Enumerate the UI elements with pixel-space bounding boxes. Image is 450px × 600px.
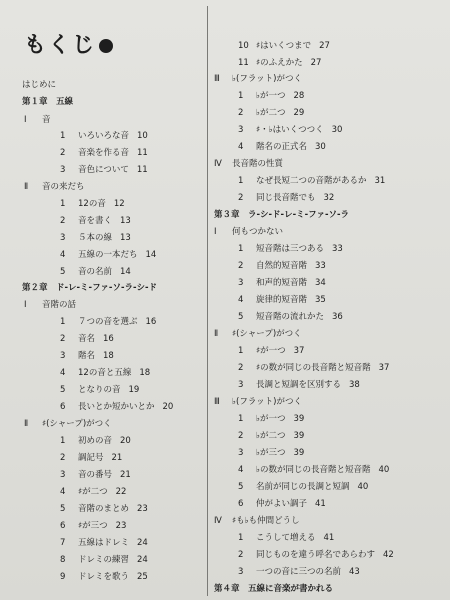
toc-sec	[214, 328, 302, 340]
entry-title: 自然的短音階	[256, 261, 308, 271]
toc-item[interactable]	[238, 40, 330, 52]
entry-title: 音階のまとめ	[78, 504, 130, 514]
entry-title: ♯の数が同じの長音階と短音階	[256, 363, 371, 373]
toc-item[interactable]	[238, 549, 394, 561]
toc-item[interactable]	[60, 452, 122, 464]
toc-item[interactable]	[60, 554, 148, 566]
entry-title: 長調と短調を区別する	[256, 380, 342, 390]
entry-title: 長いとか短かいとか	[78, 402, 155, 412]
page-number: 13	[120, 216, 131, 226]
toc-item[interactable]	[60, 130, 148, 142]
entry-title: 五線の一本だち	[78, 250, 138, 260]
toc-item[interactable]	[238, 379, 360, 391]
item-number: 3	[60, 351, 66, 361]
item-number: 2	[238, 193, 244, 203]
entry-title: 名前が同じの長調と短調	[256, 482, 350, 492]
page-number: 31	[374, 176, 386, 186]
toc-chap	[22, 282, 157, 294]
toc-item[interactable]	[60, 469, 131, 481]
page-number: 18	[139, 368, 151, 378]
entry-title: 旋律的短音階	[256, 295, 308, 305]
entry-title: 初めの音	[78, 436, 113, 446]
page-number: 27	[310, 58, 322, 68]
entry-title: 何もつかない	[232, 227, 284, 237]
toc-sec	[214, 226, 283, 238]
item-number: 5	[60, 385, 66, 395]
toc-item[interactable]	[238, 481, 368, 493]
item-number: 1	[60, 436, 66, 446]
toc-item[interactable]	[238, 192, 334, 204]
entry-title: はじめに	[22, 80, 57, 90]
toc-item[interactable]	[238, 277, 326, 289]
page-number: 41	[323, 533, 335, 543]
page-number: 28	[293, 91, 305, 101]
toc-item[interactable]	[238, 464, 389, 476]
entry-title: ♯(シャープ)がつく	[42, 419, 112, 429]
entry-title: 階名の正式名	[256, 142, 308, 152]
page-number: 39	[293, 448, 305, 458]
toc-item[interactable]	[60, 164, 148, 176]
page-number: 12	[113, 199, 125, 209]
entry-title: ♯はいくつまで	[256, 41, 312, 51]
entry-title: 音名	[78, 334, 96, 344]
page-number: 25	[137, 572, 148, 582]
entry-title: 第２章 ド-レ-ミ-ファ-ソ-ラ-シ-ド	[22, 283, 158, 293]
item-number: 6	[60, 521, 66, 531]
entry-title: ♯・♭はいくつつく	[256, 125, 324, 135]
item-number: 4	[60, 368, 66, 378]
entry-title: 五線はドレミ	[78, 538, 130, 548]
toc-item[interactable]	[238, 141, 326, 153]
item-number: 5	[238, 482, 244, 492]
page-number: 29	[293, 108, 305, 118]
toc-item[interactable]	[238, 175, 385, 187]
toc-sec	[24, 299, 76, 311]
toc-sec	[214, 73, 302, 85]
page-number: 21	[120, 470, 131, 480]
item-number: 3	[238, 125, 244, 135]
item-number: 4	[238, 142, 244, 152]
toc-item[interactable]	[238, 57, 321, 69]
section-numeral: Ⅱ	[214, 329, 219, 339]
toc-item[interactable]	[60, 384, 139, 396]
entry-title: 仲がよい調子	[256, 499, 308, 509]
entry-title: ７つの音を選ぶ	[78, 317, 138, 327]
column-divider	[207, 6, 208, 596]
item-number: 2	[238, 363, 244, 373]
entry-title: 調記号	[78, 453, 104, 463]
item-number: 1	[60, 317, 66, 327]
item-number: 3	[60, 233, 66, 243]
toc-item[interactable]	[60, 249, 156, 261]
page-number: 20	[162, 402, 174, 412]
page-number: 14	[120, 267, 131, 277]
entry-title: 12の音	[78, 199, 106, 209]
entry-title: こうして増える	[256, 533, 316, 543]
entry-title: ♯(シャープ)がつく	[232, 329, 302, 339]
toc-item[interactable]	[60, 232, 131, 244]
entry-title: 和声的短音階	[256, 278, 308, 288]
entry-title: 音の名前	[78, 267, 113, 277]
page-number: 16	[103, 334, 114, 344]
page-number: 16	[145, 317, 157, 327]
item-number: 2	[238, 108, 244, 118]
entry-title: ♯が二つ	[78, 487, 108, 497]
item-number: 1	[238, 346, 244, 356]
toc-item[interactable]	[238, 90, 304, 102]
toc-chap	[214, 209, 349, 221]
page-number: 20	[120, 436, 131, 446]
item-number: 11	[238, 58, 249, 68]
item-number: 3	[60, 470, 66, 480]
page-number: 23	[115, 521, 127, 531]
toc-item[interactable]	[238, 294, 326, 306]
item-number: 1	[60, 131, 66, 141]
page-number: 11	[136, 165, 148, 175]
toc-item[interactable]	[238, 124, 342, 136]
entry-title: ドレミの練習	[78, 555, 130, 565]
entry-title: 音の番号	[78, 470, 113, 480]
toc-item[interactable]	[238, 532, 334, 544]
toc-sec	[214, 396, 302, 408]
entry-title: ♭が二つ	[256, 108, 286, 118]
page-number: 19	[128, 385, 140, 395]
item-number: 3	[238, 278, 244, 288]
item-number: 5	[238, 312, 244, 322]
entry-title: ♭(フラット)がつく	[232, 397, 302, 407]
toc-item[interactable]	[60, 333, 114, 345]
page-number: 34	[315, 278, 326, 288]
toc-item[interactable]	[60, 147, 148, 159]
bullet-dot-icon	[99, 39, 113, 53]
page-number: 24	[137, 538, 148, 548]
item-number: 4	[238, 295, 244, 305]
section-numeral: Ⅳ	[214, 159, 222, 169]
item-number: 1	[238, 414, 244, 424]
toc-item[interactable]	[60, 367, 150, 379]
section-numeral: Ⅰ	[24, 115, 27, 125]
entry-title: 一つの音に三つの名前	[256, 567, 342, 577]
page-number: 30	[331, 125, 343, 135]
page-number: 37	[293, 346, 305, 356]
toc-item[interactable]	[238, 430, 304, 442]
section-numeral: Ⅰ	[214, 227, 217, 237]
page-number: 42	[383, 550, 394, 560]
entry-title: ♭(フラット)がつく	[232, 74, 302, 84]
entry-title: いろいろな音	[78, 131, 130, 141]
toc-chap	[22, 96, 73, 108]
page-number: 40	[378, 465, 390, 475]
toc-sec	[24, 181, 85, 193]
item-number: 2	[60, 334, 66, 344]
entry-title: 第１章 五線	[22, 97, 74, 107]
toc-item[interactable]	[238, 311, 343, 323]
entry-title: 同じものを違う呼名であらわす	[256, 550, 376, 560]
section-numeral: Ⅱ	[24, 182, 29, 192]
page-number: 14	[145, 250, 157, 260]
toc-item[interactable]	[60, 198, 125, 210]
page-number: 38	[349, 380, 360, 390]
entry-title: なぜ長短二つの音階があるか	[256, 176, 367, 186]
page-number: 23	[137, 504, 148, 514]
entry-title: 階名	[78, 351, 96, 361]
page-number: 39	[293, 414, 305, 424]
toc-item[interactable]	[60, 435, 131, 447]
entry-title: 同じ長音階でも	[256, 193, 316, 203]
entry-title: ５本の線	[78, 233, 113, 243]
item-number: 1	[238, 244, 244, 254]
toc-item[interactable]	[238, 362, 389, 374]
page-number: 22	[115, 487, 127, 497]
item-number: 2	[238, 550, 244, 560]
entry-title: ♯のふえかた	[256, 58, 303, 68]
section-numeral: Ⅲ	[214, 397, 220, 407]
page-number: 27	[319, 41, 330, 51]
item-number: 4	[60, 487, 66, 497]
item-number: 7	[60, 538, 66, 548]
toc-item[interactable]	[238, 345, 304, 357]
item-number: 2	[60, 453, 66, 463]
page-number: 39	[293, 431, 305, 441]
entry-title: 短音階の流れかた	[256, 312, 325, 322]
toc-chap	[214, 583, 333, 595]
item-number: 10	[238, 41, 249, 51]
entry-title: 音階の話	[42, 300, 77, 310]
entry-title: 音楽を作る音	[78, 148, 130, 158]
toc-item[interactable]	[60, 503, 148, 515]
item-number: 2	[60, 148, 66, 158]
entry-title: 音色について	[78, 165, 129, 175]
item-number: 9	[60, 572, 66, 582]
toc-item[interactable]	[238, 566, 360, 578]
page-number: 10	[137, 131, 148, 141]
page-number: 11	[137, 148, 148, 158]
item-number: 1	[238, 91, 244, 101]
item-number: 2	[238, 431, 244, 441]
entry-title: ♭が二つ	[256, 431, 286, 441]
item-number: 1	[238, 533, 244, 543]
item-number: 4	[60, 250, 66, 260]
item-number: 3	[238, 380, 244, 390]
toc-item[interactable]	[238, 413, 304, 425]
item-number: 5	[60, 504, 66, 514]
page-title	[24, 28, 113, 59]
toc-item[interactable]	[60, 571, 148, 583]
page-number: 30	[315, 142, 326, 152]
toc-item[interactable]	[60, 401, 173, 413]
toc-item[interactable]	[238, 498, 326, 510]
entry-title: 長音階の性質	[232, 159, 284, 169]
toc-sec	[214, 515, 300, 527]
toc-item[interactable]	[60, 520, 126, 532]
page-number: 37	[378, 363, 390, 373]
entry-title: 短音階は三つある	[256, 244, 325, 254]
page-number: 33	[315, 261, 326, 271]
page-number: 32	[323, 193, 335, 203]
section-numeral: Ⅲ	[214, 74, 220, 84]
toc-item[interactable]	[60, 215, 131, 227]
page-number: 33	[332, 244, 343, 254]
entry-title: となりの音	[78, 385, 121, 395]
entry-title: 12の音と五線	[78, 368, 132, 378]
toc-item[interactable]	[238, 260, 326, 272]
toc-sec	[214, 158, 283, 170]
toc-item[interactable]	[238, 243, 343, 255]
toc-item[interactable]	[60, 266, 131, 278]
section-numeral: Ⅳ	[214, 516, 222, 526]
page-number: 18	[103, 351, 114, 361]
item-number: 8	[60, 555, 66, 565]
entry-title: ♯が三つ	[78, 521, 108, 531]
title-text: もくじ	[24, 33, 97, 58]
toc-item[interactable]	[60, 537, 148, 549]
item-number: 5	[60, 267, 66, 277]
entry-title: ♭が一つ	[256, 91, 286, 101]
page-number: 40	[357, 482, 369, 492]
page-number: 41	[315, 499, 326, 509]
entry-title: 音	[42, 115, 51, 125]
entry-title: ♯も♭も仲間どうし	[232, 516, 300, 526]
item-number: 6	[238, 499, 244, 509]
page-number: 21	[111, 453, 123, 463]
entry-title: ♭が一つ	[256, 414, 286, 424]
toc-item[interactable]	[60, 316, 156, 328]
toc-sec	[24, 114, 51, 126]
section-numeral: Ⅱ	[24, 419, 29, 429]
entry-title: 音を書く	[78, 216, 113, 226]
item-number: 3	[238, 448, 244, 458]
item-number: 3	[60, 165, 66, 175]
item-number: 2	[238, 261, 244, 271]
toc-item[interactable]	[60, 350, 114, 362]
item-number: 4	[238, 465, 244, 475]
entry-title: 第４章 五線に音楽が書かれる	[214, 584, 334, 594]
item-number: 3	[238, 567, 244, 577]
item-number: 6	[60, 402, 66, 412]
entry-title: ♭が三つ	[256, 448, 286, 458]
entry-title: 第３章 ラ-シ-ド-レ-ミ-ファ-ソ-ラ	[214, 210, 350, 220]
toc-item[interactable]	[238, 107, 304, 119]
item-number: 1	[60, 199, 66, 209]
toc-item[interactable]	[60, 486, 126, 498]
entry-title: ドレミを歌う	[78, 572, 130, 582]
entry-title: ♯が一つ	[256, 346, 286, 356]
entry-title: 音の来だち	[42, 182, 85, 192]
page-number: 43	[349, 567, 360, 577]
page-number: 24	[137, 555, 148, 565]
toc-plain	[22, 79, 56, 91]
toc-sec	[24, 418, 112, 430]
page-number: 36	[332, 312, 343, 322]
section-numeral: Ⅰ	[24, 300, 27, 310]
item-number: 1	[238, 176, 244, 186]
item-number: 2	[60, 216, 66, 226]
entry-title: ♭の数が同じの長音階と短音階	[256, 465, 371, 475]
page-number: 13	[120, 233, 131, 243]
toc-item[interactable]	[238, 447, 304, 459]
page-number: 35	[315, 295, 326, 305]
